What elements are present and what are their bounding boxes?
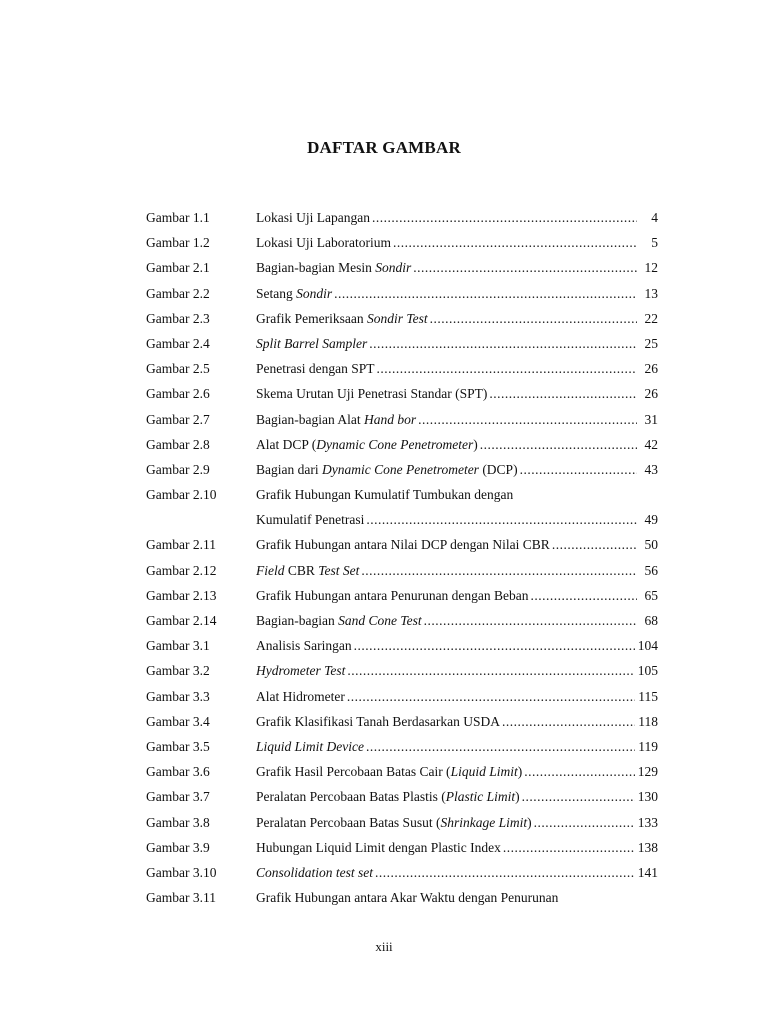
figure-caption-line [256,281,640,306]
figure-caption: Bagian-bagian Mesin Sondir [256,260,412,276]
toc-entry [146,608,658,633]
dot-leader [347,684,635,709]
dot-leader [369,331,637,356]
figure-number: Gambar 3.6 [146,764,210,780]
figure-caption: Grafik Hubungan antara Akar Waktu dengan Penurunan [256,890,559,906]
figure-page-number: 5 [651,235,658,251]
dot-leader [393,230,637,255]
toc-entry [146,583,658,608]
figure-page-number: 25 [644,335,658,351]
figure-number: Gambar 2.2 [146,285,210,301]
figure-page-number: 56 [644,562,658,578]
figure-number: Gambar 3.9 [146,839,210,855]
figure-caption-line [256,558,640,583]
figure-page-number: 42 [644,436,658,452]
dot-leader [376,356,637,381]
dot-leader [430,306,637,331]
toc-entry [146,381,658,406]
figure-number: Gambar 2.5 [146,361,210,377]
toc-entry [146,281,658,306]
dot-leader [372,205,637,230]
figure-caption-line [256,810,638,835]
figure-caption: Consolidation test set [256,864,374,880]
figure-caption-line [256,784,638,809]
dot-leader [502,709,635,734]
figure-caption-line [256,532,640,557]
figure-caption-line [256,457,640,482]
toc-entry [146,432,658,457]
figure-page-number: 31 [644,411,658,427]
dot-leader [480,432,637,457]
dot-leader [503,835,635,860]
figure-caption: Grafik Hubungan antara Penurunan dengan Beban [256,587,529,603]
toc-entry [146,457,658,482]
dot-leader [366,734,635,759]
dot-leader [534,810,635,835]
toc-entry [146,709,658,734]
figure-caption-line [256,507,640,532]
dot-leader [524,759,635,784]
figure-page-number: 130 [637,789,658,805]
figure-page-number: 133 [637,814,658,830]
figure-caption: Lokasi Uji Laboratorium [256,235,391,251]
figure-number: Gambar 2.3 [146,310,210,326]
figure-number: Gambar 2.6 [146,386,210,402]
figure-caption-line [256,205,640,230]
figure-page-number: 65 [644,587,658,603]
dot-leader [552,532,637,557]
figure-number: Gambar 2.10 [146,487,217,503]
figure-number: Gambar 3.11 [146,890,216,906]
figure-number: Gambar 2.11 [146,537,216,553]
page-title: DAFTAR GAMBAR [307,138,461,157]
figure-caption-line [256,633,638,658]
figure-caption: Hubungan Liquid Limit dengan Plastic Index [256,839,501,855]
figure-page-number: 141 [637,864,658,880]
figure-caption: Bagian-bagian Alat Hand bor [256,411,417,427]
figure-number: Gambar 2.12 [146,562,217,578]
figure-number: Gambar 3.10 [146,864,217,880]
figure-page-number: 26 [644,361,658,377]
toc-entry [146,407,658,432]
figure-caption: Lokasi Uji Lapangan [256,210,370,225]
figure-page-number: 22 [644,310,658,326]
figure-number: Gambar 3.7 [146,789,210,805]
figure-number: Gambar 2.14 [146,613,217,628]
figure-page-number: 13 [644,285,658,301]
figure-caption: Split Barrel Sampler [256,335,368,351]
dot-leader [531,583,637,608]
toc-entry [146,532,658,557]
figure-page-number: 50 [644,537,658,553]
toc-entry [146,633,658,658]
figure-caption: Alat DCP (Dynamic Cone Penetrometer) [256,436,478,452]
figure-page-number: 26 [644,386,658,402]
figure-caption: Hydrometer Test [256,663,346,679]
toc-entry [146,482,658,507]
toc-entry [146,356,658,381]
figure-caption-line [256,860,638,885]
figure-caption-line [256,306,640,331]
toc-entry [146,558,658,583]
figure-number: Gambar 1.2 [146,235,210,251]
figure-page-number: 129 [637,764,658,780]
figure-caption-line [256,734,638,759]
figure-caption-line [256,230,640,255]
figure-caption: Peralatan Percobaan Batas Susut (Shrinkage Limit) [256,814,532,830]
dot-leader [354,633,635,658]
figure-number: Gambar 3.8 [146,814,210,830]
toc-entry [146,784,658,809]
figure-caption-line [256,482,658,507]
figure-caption: Grafik Pemeriksaan Sondir Test [256,310,428,326]
figure-caption: Alat Hidrometer [256,688,345,704]
dot-leader [522,784,635,809]
figure-caption-line [256,684,638,709]
figure-caption: Grafik Hasil Percobaan Batas Cair (Liquid Limit) [256,764,523,780]
figure-number: Gambar 2.9 [146,461,210,477]
toc-entry [146,810,658,835]
toc-entry [146,684,658,709]
figure-page-number: 12 [644,260,658,276]
figure-caption: Grafik Hubungan antara Nilai DCP dengan Nilai CBR [256,537,550,553]
figure-caption-line [256,709,638,734]
figure-page-number: 4 [651,210,658,225]
figure-number: Gambar 3.1 [146,638,210,654]
figure-caption: Field CBR Test Set [256,562,360,578]
dot-leader [520,457,637,482]
toc-entry [146,255,658,280]
figure-caption-line [256,835,638,860]
figure-caption: Kumulatif Penetrasi [256,512,365,528]
figure-number: Gambar 3.2 [146,663,210,679]
toc-entry [146,860,658,885]
figure-caption-line [256,658,638,683]
figure-caption-line [256,407,640,432]
figure-caption: Grafik Hubungan Kumulatif Tumbukan dengan [256,487,514,503]
dot-leader [366,507,637,532]
figure-number: Gambar 2.7 [146,411,210,427]
figure-caption: Analisis Saringan [256,638,352,654]
figure-page-number: 118 [638,713,658,729]
figure-caption: Penetrasi dengan SPT [256,361,375,377]
figure-page-number: 105 [637,663,658,679]
dot-leader [347,658,634,683]
figure-caption: Bagian dari Dynamic Cone Penetrometer (DCP) [256,461,518,477]
figure-number: Gambar 3.5 [146,738,210,754]
figure-caption-line [256,583,640,608]
toc-entry [146,331,658,356]
toc-entry [146,658,658,683]
figure-number: Gambar 3.3 [146,688,210,704]
dot-leader [418,407,637,432]
toc-entry [146,734,658,759]
figure-page-number: 138 [637,839,658,855]
figure-caption-line [256,356,640,381]
figure-caption: Liquid Limit Device [256,738,364,754]
toc-entry [146,835,658,860]
figure-caption-line [256,331,640,356]
figure-page-number: 68 [644,613,658,628]
figure-caption: Skema Urutan Uji Penetrasi Standar (SPT) [256,386,488,402]
figure-number: Gambar 2.8 [146,436,210,452]
figure-page-number: 115 [638,688,658,704]
toc-entry [146,205,658,230]
figure-number: Gambar 3.4 [146,713,210,729]
toc-entry [146,885,658,910]
figure-number: Gambar 2.4 [146,335,210,351]
dot-leader [413,255,637,280]
dot-leader [424,608,637,633]
figure-page-number: 119 [638,738,658,754]
figure-page-number: 104 [637,638,658,654]
figure-page-number: 49 [644,512,658,528]
dot-leader [489,381,637,406]
figure-caption: Peralatan Percobaan Batas Plastis (Plastic Limit) [256,789,520,805]
figure-caption-line [256,885,658,910]
figure-caption: Grafik Klasifikasi Tanah Berdasarkan USDA [256,713,500,729]
toc-entry [146,230,658,255]
page-number: xiii [375,939,393,954]
toc-entry [146,507,658,532]
figure-caption-line [256,432,640,457]
figure-number: Gambar 2.13 [146,587,217,603]
figure-page-number: 43 [644,461,658,477]
figure-caption-line [256,255,640,280]
toc-entry [146,306,658,331]
figure-caption-line [256,381,640,406]
figure-caption: Setang Sondir [256,285,333,301]
dot-leader [361,558,637,583]
toc-entry [146,759,658,784]
figure-list [146,205,658,910]
figure-caption-line [256,608,640,633]
figure-caption-line [256,759,638,784]
figure-number: Gambar 1.1 [146,210,210,225]
figure-caption: Bagian-bagian Sand Cone Test [256,613,422,628]
dot-leader [334,281,637,306]
figure-number: Gambar 2.1 [146,260,210,276]
dot-leader [375,860,635,885]
